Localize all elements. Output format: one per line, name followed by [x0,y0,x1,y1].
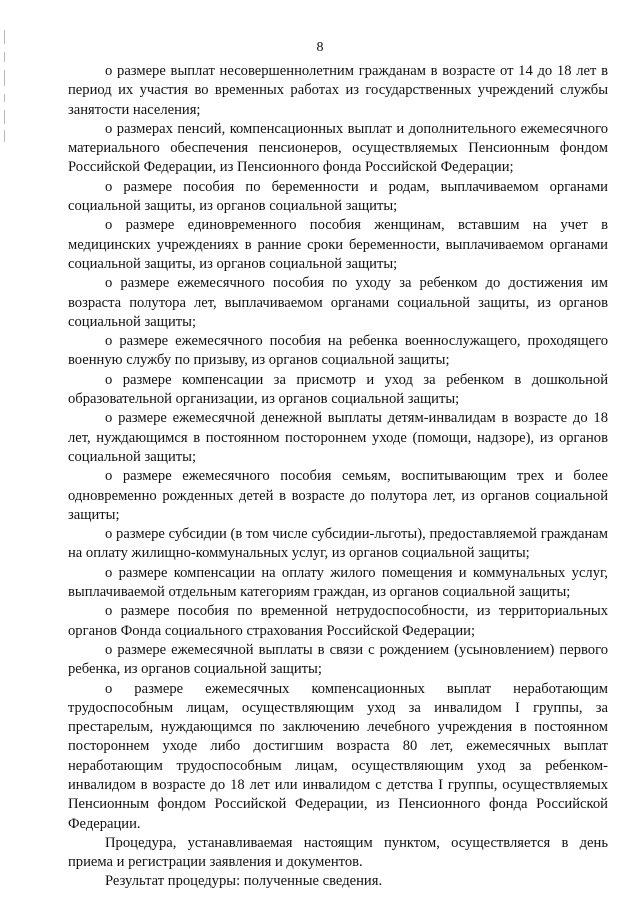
paragraph: о размере ежемесячного пособия по уходу за ребенком до достижения им возраста полутора лет, выплачиваемом органами социальной защиты, из органов социальной защиты; [68,275,608,330]
paragraph: о размере ежемесячных компенсационных выплат неработающим трудоспособным лицам, осуществляющим уход за инвалидом I группы, за престарелым, нуждающимся по заключению лечебного учреждения в постоянном постороннем уходе либо достигшим возраста 80 лет, ежемесячных выплат неработающим трудоспособным лицам, осуществляющим уход за ребенком-инвалидом в возрасте до 18 лет или инвалидом с детства I группы, осуществляемых Пенсионным фондом Российской Федерации, из Пенсионного фонда Российской Федерации. [68,680,608,832]
paragraph: о размерах пенсий, компенсационных выплат и дополнительного ежемесячного материального обеспечения пенсионеров, осуществляемых Пенсионным фондом Российской Федерации, из Пенсионного фонда Российской Федерации; [68,120,608,176]
paragraph: о размере выплат несовершеннолетним гражданам в возрасте от 14 до 18 лет в период их участия во временных работах из государственных учреждений службы занятости населения; [68,63,608,118]
paragraph: Процедура, устанавливаемая настоящим пунктом, осуществляется в день приема и регистрации заявления и документов. [68,834,608,871]
page-number: 8 [316,40,324,55]
paragraph: о размере ежемесячной денежной выплаты детям-инвалидам в возрасте до 18 лет, нуждающимся в постоянном постороннем уходе (помощи, надзоре), из органов социальной защиты; [68,410,608,465]
paragraph: о размере ежемесячного пособия на ребенка военнослужащего, проходящего военную службу по призыву, из органов социальной защиты; [68,333,608,369]
paragraph: о размере пособия по временной нетрудоспособности, из территориальных органов Фонда социального страхования Российской Федерации; [68,603,608,639]
paragraph: Результат процедуры: полученные сведения. [105,873,383,890]
document-body [68,62,608,892]
paragraph: о размере ежемесячной выплаты в связи с рождением (усыновлением) первого ребенка, из органов социальной защиты; [68,641,608,678]
paragraph: о размере компенсации за присмотр и уход за ребенком в дошкольной образовательной организации, из органов социальной защиты; [68,371,608,408]
paragraph: о размере субсидии (в том числе субсидии-льготы), предоставляемой гражданам на оплату жилищно-коммунальных услуг, из органов социальной защиты; [68,526,608,562]
paragraph: о размере единовременного пособия женщинам, вставшим на учет в медицинских учреждениях в ранние сроки беременности, выплачиваемом органами социальной защиты, из органов социальной защиты; [68,217,608,272]
paragraph: о размере ежемесячного пособия семьям, воспитывающим трех и более одновременно рожденных детей в возрасте до полутора лет, из органов социальной защиты; [68,468,608,523]
paragraph: о размере пособия по беременности и родам, выплачиваемом органами социальной защиты, из органов социальной защиты; [68,178,608,215]
paragraph: о размере компенсации на оплату жилого помещения и коммунальных услуг, выплачиваемой отдельным категориям граждан, из органов социальной защиты; [68,564,608,601]
